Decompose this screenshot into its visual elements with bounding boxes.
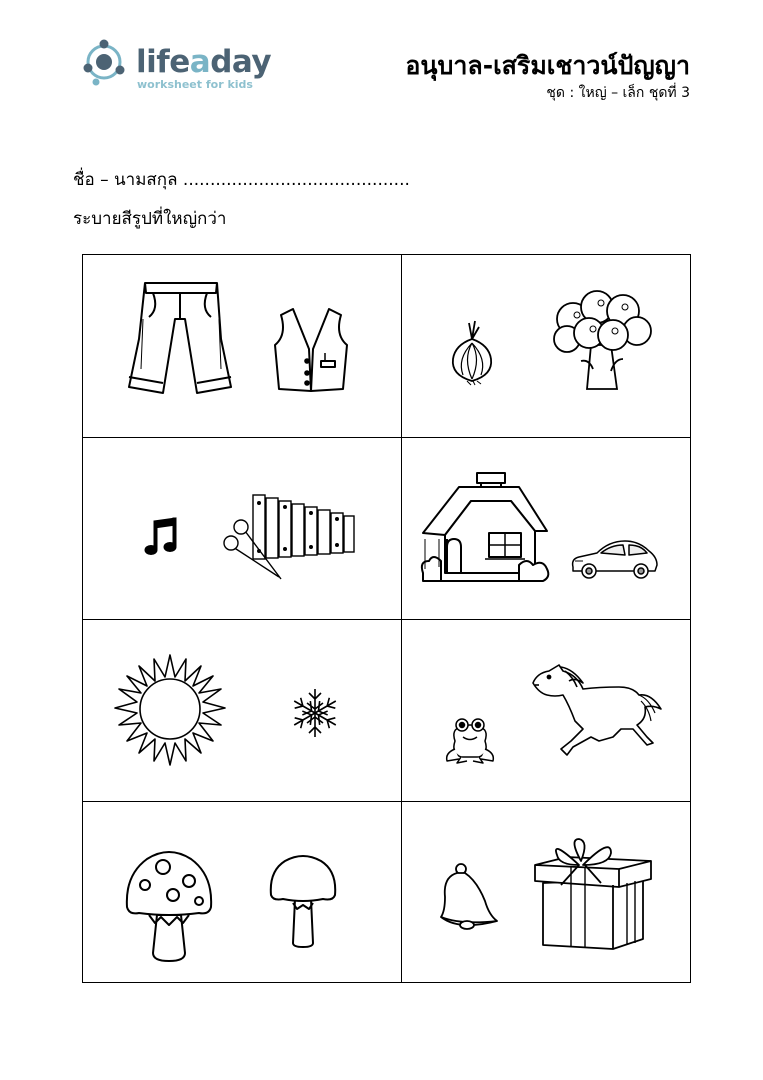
instruction-text: ระบายสีรูปที่ใหญ่กว่า <box>73 209 227 229</box>
onion-icon[interactable] <box>447 319 497 385</box>
cell-clothes <box>83 255 401 437</box>
plain-mushroom-icon[interactable] <box>267 853 339 949</box>
music-note-icon[interactable] <box>145 517 179 557</box>
page-title: อนุบาล-เสริมเชาวน์ปัญญา <box>405 51 690 80</box>
logo-molecule-icon <box>82 38 132 88</box>
cell-vegetables <box>401 255 692 437</box>
car-icon[interactable] <box>569 537 659 581</box>
sun-icon[interactable] <box>113 653 227 767</box>
pants-icon[interactable] <box>125 279 235 403</box>
page-subtitle: ชุด : ใหญ่ – เล็ก ชุดที่ 3 <box>546 85 690 101</box>
name-field-line[interactable]: ชื่อ – นามสกุล .......................................... <box>73 170 410 190</box>
snowflake-icon[interactable] <box>287 685 343 741</box>
cell-music <box>83 437 401 619</box>
bell-icon[interactable] <box>439 861 499 935</box>
cell-mushrooms <box>83 801 401 983</box>
vest-icon[interactable] <box>271 305 351 393</box>
spotted-mushroom-icon[interactable] <box>123 845 215 963</box>
lifeaday-logo <box>82 38 272 98</box>
cell-animals <box>401 619 692 801</box>
cell-house-car <box>401 437 692 619</box>
frog-icon[interactable] <box>445 715 495 765</box>
house-icon[interactable] <box>419 469 551 589</box>
comparison-grid <box>82 254 691 983</box>
broccoli-icon[interactable] <box>551 289 655 393</box>
cell-bell-gift <box>401 801 692 983</box>
gift-box-icon[interactable] <box>531 835 655 951</box>
cell-weather <box>83 619 401 801</box>
logo-wordmark: lifeaday <box>136 44 272 80</box>
xylophone-icon[interactable] <box>223 491 357 583</box>
horse-icon[interactable] <box>529 663 665 755</box>
logo-tagline: worksheet for kids <box>137 78 253 91</box>
